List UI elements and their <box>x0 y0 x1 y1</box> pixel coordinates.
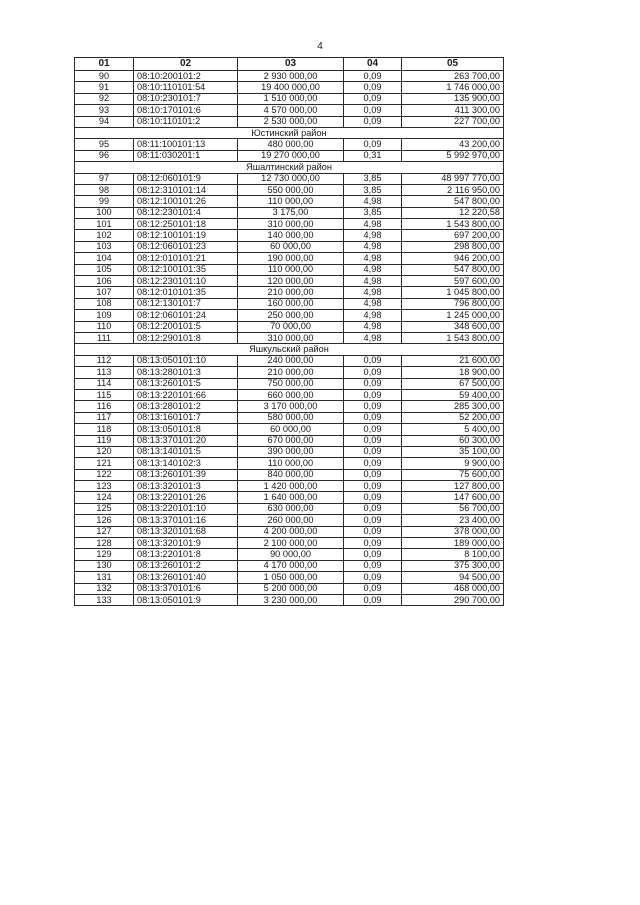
cadastral-value-cell: 310 000,00 <box>238 332 344 343</box>
row-number-cell: 101 <box>75 219 134 230</box>
cadastral-number-cell: 08:12:010101:21 <box>134 253 238 264</box>
cadastral-number-cell: 08:13:370101:6 <box>134 583 238 594</box>
row-number-cell: 127 <box>75 526 134 537</box>
cadastral-number-cell: 08:13:260101:5 <box>134 378 238 389</box>
tax-rate-cell: 0,09 <box>344 378 402 389</box>
tax-amount-cell: 189 000,00 <box>402 538 504 549</box>
cadastral-number-cell: 08:13:260101:39 <box>134 469 238 480</box>
cadastral-value-cell: 1 510 000,00 <box>238 93 344 104</box>
tax-amount-cell: 56 700,00 <box>402 503 504 514</box>
row-number-cell: 128 <box>75 538 134 549</box>
tax-amount-cell: 43 200,00 <box>402 139 504 150</box>
tax-rate-cell: 0,09 <box>344 446 402 457</box>
row-number-cell: 117 <box>75 412 134 423</box>
table-row <box>75 253 504 264</box>
column-header: 05 <box>402 58 504 71</box>
tax-rate-cell: 0,09 <box>344 412 402 423</box>
row-number-cell: 91 <box>75 82 134 93</box>
cadastral-value-cell: 310 000,00 <box>238 219 344 230</box>
tax-amount-cell: 147 600,00 <box>402 492 504 503</box>
tax-rate-cell: 4,98 <box>344 276 402 287</box>
table-row <box>75 321 504 332</box>
cadastral-value-cell: 550 000,00 <box>238 184 344 195</box>
cadastral-value-cell: 4 170 000,00 <box>238 560 344 571</box>
tax-rate-cell: 0,31 <box>344 150 402 161</box>
cadastral-number-cell: 08:12:230101:10 <box>134 276 238 287</box>
table-row <box>75 526 504 537</box>
table-row <box>75 207 504 218</box>
cadastral-number-cell: 08:13:220101:8 <box>134 549 238 560</box>
cadastral-number-cell: 08:12:230101:4 <box>134 207 238 218</box>
cadastral-number-cell: 08:13:260101:2 <box>134 560 238 571</box>
tax-rate-cell: 3,85 <box>344 184 402 195</box>
table-row <box>75 469 504 480</box>
row-number-cell: 113 <box>75 367 134 378</box>
table-row <box>75 389 504 400</box>
row-number-cell: 104 <box>75 253 134 264</box>
tax-amount-cell: 21 600,00 <box>402 355 504 366</box>
cadastral-value-cell: 630 000,00 <box>238 503 344 514</box>
table-row <box>75 173 504 184</box>
cadastral-number-cell: 08:13:280101:3 <box>134 367 238 378</box>
table-row <box>75 332 504 343</box>
table-row <box>75 230 504 241</box>
row-number-cell: 95 <box>75 139 134 150</box>
tax-amount-cell: 290 700,00 <box>402 594 504 605</box>
tax-rate-cell: 0,09 <box>344 116 402 127</box>
tax-amount-cell: 946 200,00 <box>402 253 504 264</box>
cadastral-table <box>74 57 504 606</box>
cadastral-value-cell: 110 000,00 <box>238 196 344 207</box>
tax-rate-cell: 0,09 <box>344 367 402 378</box>
cadastral-value-cell: 210 000,00 <box>238 367 344 378</box>
cadastral-number-cell: 08:13:320101:3 <box>134 481 238 492</box>
cadastral-value-cell: 110 000,00 <box>238 458 344 469</box>
tax-amount-cell: 18 900,00 <box>402 367 504 378</box>
cadastral-value-cell: 2 530 000,00 <box>238 116 344 127</box>
table-row <box>75 298 504 309</box>
row-number-cell: 123 <box>75 481 134 492</box>
row-number-cell: 92 <box>75 93 134 104</box>
row-number-cell: 107 <box>75 287 134 298</box>
cadastral-number-cell: 08:12:100101:19 <box>134 230 238 241</box>
cadastral-number-cell: 08:13:220101:66 <box>134 389 238 400</box>
cadastral-value-cell: 250 000,00 <box>238 310 344 321</box>
row-number-cell: 90 <box>75 71 134 82</box>
row-number-cell: 133 <box>75 594 134 605</box>
tax-rate-cell: 0,09 <box>344 515 402 526</box>
tax-rate-cell: 0,09 <box>344 82 402 93</box>
cadastral-value-cell: 4 200 000,00 <box>238 526 344 537</box>
row-number-cell: 100 <box>75 207 134 218</box>
tax-amount-cell: 8 100,00 <box>402 549 504 560</box>
column-header: 03 <box>238 58 344 71</box>
row-number-cell: 122 <box>75 469 134 480</box>
tax-rate-cell: 0,09 <box>344 481 402 492</box>
tax-rate-cell: 4,98 <box>344 310 402 321</box>
cadastral-value-cell: 1 640 000,00 <box>238 492 344 503</box>
tax-amount-cell: 298 800,00 <box>402 241 504 252</box>
column-header: 01 <box>75 58 134 71</box>
tax-rate-cell: 0,09 <box>344 549 402 560</box>
tax-rate-cell: 4,98 <box>344 241 402 252</box>
table-row <box>75 184 504 195</box>
cadastral-value-cell: 140 000,00 <box>238 230 344 241</box>
tax-rate-cell: 3,85 <box>344 173 402 184</box>
tax-rate-cell: 4,98 <box>344 287 402 298</box>
district-row <box>75 344 504 355</box>
tax-rate-cell: 0,09 <box>344 401 402 412</box>
table-row <box>75 492 504 503</box>
district-title: Яшкульский район <box>75 344 504 355</box>
tax-rate-cell: 3,85 <box>344 207 402 218</box>
table-row <box>75 310 504 321</box>
cadastral-value-cell: 2 930 000,00 <box>238 71 344 82</box>
tax-rate-cell: 0,09 <box>344 105 402 116</box>
tax-amount-cell: 23 400,00 <box>402 515 504 526</box>
cadastral-number-cell: 08:13:140102:3 <box>134 458 238 469</box>
cadastral-value-cell: 660 000,00 <box>238 389 344 400</box>
cadastral-number-cell: 08:13:140101:5 <box>134 446 238 457</box>
tax-amount-cell: 375 300,00 <box>402 560 504 571</box>
cadastral-value-cell: 1 420 000,00 <box>238 481 344 492</box>
table-row <box>75 139 504 150</box>
cadastral-value-cell: 390 000,00 <box>238 446 344 457</box>
cadastral-number-cell: 08:10:110101:54 <box>134 82 238 93</box>
cadastral-number-cell: 08:10:170101:6 <box>134 105 238 116</box>
row-number-cell: 118 <box>75 424 134 435</box>
tax-amount-cell: 348 600,00 <box>402 321 504 332</box>
row-number-cell: 102 <box>75 230 134 241</box>
table-row <box>75 116 504 127</box>
cadastral-value-cell: 4 570 000,00 <box>238 105 344 116</box>
row-number-cell: 116 <box>75 401 134 412</box>
cadastral-value-cell: 840 000,00 <box>238 469 344 480</box>
tax-rate-cell: 0,09 <box>344 503 402 514</box>
tax-rate-cell: 0,09 <box>344 458 402 469</box>
tax-rate-cell: 0,09 <box>344 560 402 571</box>
tax-amount-cell: 5 400,00 <box>402 424 504 435</box>
tax-amount-cell: 597 600,00 <box>402 276 504 287</box>
table-row <box>75 264 504 275</box>
tax-rate-cell: 0,09 <box>344 355 402 366</box>
cadastral-number-cell: 08:10:200101:2 <box>134 71 238 82</box>
tax-amount-cell: 468 000,00 <box>402 583 504 594</box>
tax-amount-cell: 1 045 800,00 <box>402 287 504 298</box>
row-number-cell: 97 <box>75 173 134 184</box>
tax-amount-cell: 75 600,00 <box>402 469 504 480</box>
district-row <box>75 127 504 138</box>
row-number-cell: 112 <box>75 355 134 366</box>
cadastral-value-cell: 210 000,00 <box>238 287 344 298</box>
cadastral-number-cell: 08:12:100101:35 <box>134 264 238 275</box>
cadastral-value-cell: 60 000,00 <box>238 241 344 252</box>
table-row <box>75 560 504 571</box>
cadastral-number-cell: 08:12:290101:8 <box>134 332 238 343</box>
cadastral-value-cell: 90 000,00 <box>238 549 344 560</box>
table-row <box>75 549 504 560</box>
cadastral-number-cell: 08:13:280101:2 <box>134 401 238 412</box>
tax-amount-cell: 12 220,58 <box>402 207 504 218</box>
tax-rate-cell: 0,09 <box>344 583 402 594</box>
row-number-cell: 131 <box>75 572 134 583</box>
table-row <box>75 287 504 298</box>
row-number-cell: 108 <box>75 298 134 309</box>
row-number-cell: 98 <box>75 184 134 195</box>
tax-amount-cell: 411 300,00 <box>402 105 504 116</box>
tax-amount-cell: 60 300,00 <box>402 435 504 446</box>
row-number-cell: 126 <box>75 515 134 526</box>
cadastral-number-cell: 08:12:250101:18 <box>134 219 238 230</box>
table-row <box>75 367 504 378</box>
cadastral-value-cell: 2 100 000,00 <box>238 538 344 549</box>
table-row <box>75 503 504 514</box>
tax-rate-cell: 0,09 <box>344 492 402 503</box>
cadastral-number-cell: 08:13:370101:16 <box>134 515 238 526</box>
cadastral-value-cell: 580 000,00 <box>238 412 344 423</box>
cadastral-number-cell: 08:11:030201:1 <box>134 150 238 161</box>
row-number-cell: 124 <box>75 492 134 503</box>
cadastral-number-cell: 08:12:130101:7 <box>134 298 238 309</box>
cadastral-number-cell: 08:12:060101:9 <box>134 173 238 184</box>
row-number-cell: 106 <box>75 276 134 287</box>
cadastral-value-cell: 110 000,00 <box>238 264 344 275</box>
table-row <box>75 150 504 161</box>
tax-amount-cell: 94 500,00 <box>402 572 504 583</box>
tax-amount-cell: 1 746 000,00 <box>402 82 504 93</box>
cadastral-number-cell: 08:13:370101:20 <box>134 435 238 446</box>
table-body <box>75 71 504 606</box>
cadastral-value-cell: 70 000,00 <box>238 321 344 332</box>
table-row <box>75 446 504 457</box>
cadastral-value-cell: 480 000,00 <box>238 139 344 150</box>
tax-amount-cell: 1 543 800,00 <box>402 332 504 343</box>
cadastral-value-cell: 5 200 000,00 <box>238 583 344 594</box>
tax-rate-cell: 0,09 <box>344 538 402 549</box>
tax-amount-cell: 9 900,00 <box>402 458 504 469</box>
cadastral-value-cell: 260 000,00 <box>238 515 344 526</box>
cadastral-number-cell: 08:13:260101:40 <box>134 572 238 583</box>
row-number-cell: 130 <box>75 560 134 571</box>
tax-amount-cell: 227 700,00 <box>402 116 504 127</box>
tax-amount-cell: 127 800,00 <box>402 481 504 492</box>
row-number-cell: 120 <box>75 446 134 457</box>
page-number: 4 <box>317 41 323 52</box>
cadastral-value-cell: 160 000,00 <box>238 298 344 309</box>
table-row <box>75 481 504 492</box>
cadastral-value-cell: 750 000,00 <box>238 378 344 389</box>
tax-amount-cell: 35 100,00 <box>402 446 504 457</box>
row-number-cell: 99 <box>75 196 134 207</box>
table-row <box>75 241 504 252</box>
cadastral-value-cell: 3 230 000,00 <box>238 594 344 605</box>
tax-amount-cell: 1 543 800,00 <box>402 219 504 230</box>
row-number-cell: 121 <box>75 458 134 469</box>
row-number-cell: 125 <box>75 503 134 514</box>
cadastral-number-cell: 08:13:050101:9 <box>134 594 238 605</box>
table-row <box>75 105 504 116</box>
row-number-cell: 115 <box>75 389 134 400</box>
cadastral-value-cell: 60 000,00 <box>238 424 344 435</box>
table-row <box>75 538 504 549</box>
cadastral-number-cell: 08:13:320101:9 <box>134 538 238 549</box>
tax-amount-cell: 547 800,00 <box>402 196 504 207</box>
table-row <box>75 93 504 104</box>
table-row <box>75 458 504 469</box>
table-row <box>75 572 504 583</box>
row-number-cell: 103 <box>75 241 134 252</box>
tax-rate-cell: 0,09 <box>344 526 402 537</box>
cadastral-number-cell: 08:10:110101:2 <box>134 116 238 127</box>
tax-amount-cell: 52 200,00 <box>402 412 504 423</box>
column-header: 04 <box>344 58 402 71</box>
tax-rate-cell: 0,09 <box>344 424 402 435</box>
column-header: 02 <box>134 58 238 71</box>
row-number-cell: 96 <box>75 150 134 161</box>
table-row <box>75 401 504 412</box>
table-row <box>75 71 504 82</box>
table-header-row <box>75 58 504 71</box>
cadastral-number-cell: 08:12:200101:5 <box>134 321 238 332</box>
row-number-cell: 129 <box>75 549 134 560</box>
tax-amount-cell: 2 116 950,00 <box>402 184 504 195</box>
tax-rate-cell: 0,09 <box>344 139 402 150</box>
table-row <box>75 219 504 230</box>
district-title: Юстинский район <box>75 127 504 138</box>
tax-rate-cell: 4,98 <box>344 230 402 241</box>
table-row <box>75 435 504 446</box>
cadastral-value-cell: 240 000,00 <box>238 355 344 366</box>
row-number-cell: 119 <box>75 435 134 446</box>
cadastral-number-cell: 08:12:100101:26 <box>134 196 238 207</box>
cadastral-number-cell: 08:12:060101:23 <box>134 241 238 252</box>
row-number-cell: 111 <box>75 332 134 343</box>
cadastral-number-cell: 08:11:100101:13 <box>134 139 238 150</box>
tax-rate-cell: 0,09 <box>344 469 402 480</box>
cadastral-number-cell: 08:13:320101:68 <box>134 526 238 537</box>
district-row <box>75 162 504 173</box>
tax-rate-cell: 0,09 <box>344 594 402 605</box>
cadastral-number-cell: 08:13:220101:10 <box>134 503 238 514</box>
table-row <box>75 378 504 389</box>
cadastral-value-cell: 120 000,00 <box>238 276 344 287</box>
tax-amount-cell: 1 245 000,00 <box>402 310 504 321</box>
tax-amount-cell: 67 500,00 <box>402 378 504 389</box>
cadastral-value-cell: 3 175,00 <box>238 207 344 218</box>
row-number-cell: 132 <box>75 583 134 594</box>
table-row <box>75 515 504 526</box>
tax-rate-cell: 4,98 <box>344 253 402 264</box>
cadastral-number-cell: 08:12:310101:14 <box>134 184 238 195</box>
table-row <box>75 412 504 423</box>
table-row <box>75 196 504 207</box>
cadastral-number-cell: 08:12:010101:35 <box>134 287 238 298</box>
row-number-cell: 109 <box>75 310 134 321</box>
cadastral-number-cell: 08:10:230101:7 <box>134 93 238 104</box>
district-title: Яшалтинский район <box>75 162 504 173</box>
tax-amount-cell: 378 000,00 <box>402 526 504 537</box>
tax-amount-cell: 697 200,00 <box>402 230 504 241</box>
tax-rate-cell: 4,98 <box>344 321 402 332</box>
cadastral-number-cell: 08:13:050101:10 <box>134 355 238 366</box>
cadastral-value-cell: 19 400 000,00 <box>238 82 344 93</box>
cadastral-number-cell: 08:12:060101:24 <box>134 310 238 321</box>
cadastral-number-cell: 08:13:160101:7 <box>134 412 238 423</box>
table-row <box>75 82 504 93</box>
tax-rate-cell: 4,98 <box>344 264 402 275</box>
tax-rate-cell: 4,98 <box>344 219 402 230</box>
tax-amount-cell: 48 997 770,00 <box>402 173 504 184</box>
tax-rate-cell: 4,98 <box>344 332 402 343</box>
tax-rate-cell: 0,09 <box>344 435 402 446</box>
row-number-cell: 105 <box>75 264 134 275</box>
tax-amount-cell: 59 400,00 <box>402 389 504 400</box>
row-number-cell: 93 <box>75 105 134 116</box>
tax-amount-cell: 263 700,00 <box>402 71 504 82</box>
table-row <box>75 594 504 605</box>
row-number-cell: 94 <box>75 116 134 127</box>
tax-rate-cell: 4,98 <box>344 196 402 207</box>
cadastral-number-cell: 08:13:220101:26 <box>134 492 238 503</box>
tax-rate-cell: 0,09 <box>344 71 402 82</box>
tax-rate-cell: 0,09 <box>344 93 402 104</box>
table-row <box>75 424 504 435</box>
cadastral-value-cell: 1 050 000,00 <box>238 572 344 583</box>
row-number-cell: 114 <box>75 378 134 389</box>
cadastral-value-cell: 19 270 000,00 <box>238 150 344 161</box>
cadastral-number-cell: 08:13:050101:8 <box>134 424 238 435</box>
table-row <box>75 583 504 594</box>
tax-amount-cell: 285 300,00 <box>402 401 504 412</box>
tax-amount-cell: 135 900,00 <box>402 93 504 104</box>
tax-amount-cell: 796 800,00 <box>402 298 504 309</box>
cadastral-value-cell: 12 730 000,00 <box>238 173 344 184</box>
tax-amount-cell: 5 992 970,00 <box>402 150 504 161</box>
cadastral-value-cell: 190 000,00 <box>238 253 344 264</box>
tax-rate-cell: 0,09 <box>344 572 402 583</box>
table-row <box>75 355 504 366</box>
row-number-cell: 110 <box>75 321 134 332</box>
tax-rate-cell: 0,09 <box>344 389 402 400</box>
tax-rate-cell: 4,98 <box>344 298 402 309</box>
tax-amount-cell: 547 800,00 <box>402 264 504 275</box>
cadastral-value-cell: 3 170 000,00 <box>238 401 344 412</box>
table-row <box>75 276 504 287</box>
cadastral-value-cell: 670 000,00 <box>238 435 344 446</box>
